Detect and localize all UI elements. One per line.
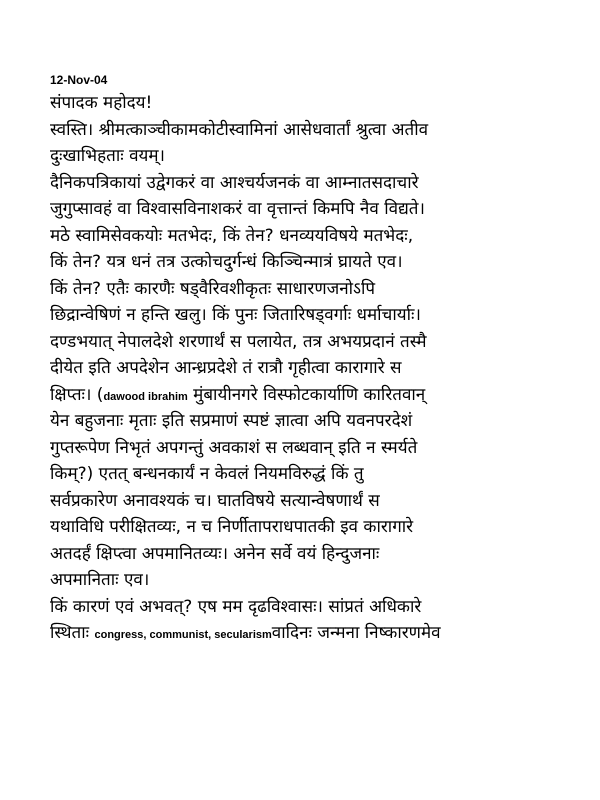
text-segment: क्षिप्तः। (	[50, 384, 104, 405]
text-line	[50, 488, 580, 515]
text-segment: गुप्तरूपेण निभृतं अपगन्तुं अवकाशं स लब्धवान् इति न स्मर्यते	[50, 437, 418, 458]
text-line	[50, 435, 580, 462]
text-segment: अपमानिताः एव।	[50, 570, 150, 590]
text-line	[50, 90, 580, 117]
text-line	[50, 355, 580, 382]
text-segment: स्थिताः	[50, 623, 95, 643]
text-segment: वादिनः जन्मना निष्कारणमेव	[271, 623, 441, 643]
text-line	[50, 541, 580, 568]
text-line	[50, 620, 580, 647]
text-line	[50, 382, 580, 409]
text-segment: सर्वप्रकारेण अनावश्यकं च। घातविषये सत्यान्वेषणार्थं स	[50, 490, 380, 511]
text-line	[50, 461, 580, 488]
text-line	[50, 329, 580, 356]
text-line	[50, 196, 580, 223]
text-line	[50, 276, 580, 303]
letter-body	[50, 90, 580, 647]
letter-date: 12-Nov-04	[50, 73, 108, 87]
text-segment: मुंबायीनगरे विस्फोटकार्याणि कारितवान्	[187, 384, 426, 405]
text-line	[50, 143, 580, 170]
latin-text-segment: dawood ibrahim	[103, 390, 188, 403]
text-segment: अतदर्हं क्षिप्त्वा अपमानितव्यः। अनेन सर्वे वयं हिन्दुजनाः	[50, 543, 380, 564]
text-segment: यथाविधि परीक्षितव्यः, न च निर्णीतापराधपातकी इव कारागारे	[50, 517, 414, 537]
text-segment: किं तेन? यत्र धनं तत्र उत्कोचदुर्गन्धं किञ्चिन्मात्रं घ्रायते एव।	[50, 252, 403, 272]
text-segment: किं तेन? एतैः कारणैः षड्वैरिवशीकृतः साधारणजनोऽपि	[50, 278, 376, 299]
text-line	[50, 117, 580, 144]
text-segment: दीयेत इति अपदेशेन आन्ध्रप्रदेशे तं रात्रौ गृहीत्वा कारागारे स	[50, 358, 402, 378]
text-segment: संपादक महोदय!	[50, 93, 153, 113]
text-segment: छिद्रान्वेषिणं न हन्ति खलु। किं पुनः जितारिषड्वर्गाः धर्माचार्याः।	[50, 305, 421, 325]
text-line	[50, 249, 580, 276]
text-segment: किं कारणं एवं अभवत्? एष मम दृढविश्वासः। सांप्रतं अधिकारे	[50, 596, 422, 617]
text-segment: दैनिकपत्रिकायां उद्वेगकरं वा आश्चर्यजनकं वा आम्नातसदाचारे	[50, 172, 419, 193]
latin-text-segment: congress, communist, secularism	[94, 629, 272, 641]
text-segment: दण्डभयात् नेपालदेशे शरणार्थं स पलायेत, तत्र अभयप्रदानं तस्मै	[50, 331, 427, 352]
text-line	[50, 408, 580, 435]
text-line	[50, 567, 580, 594]
text-line	[50, 594, 580, 621]
text-segment: किम्?) एतत् बन्धनकार्यं न केवलं नियमविरुद्धं किं तु	[50, 464, 364, 484]
text-line	[50, 223, 580, 250]
letter-page	[50, 72, 580, 647]
text-line	[50, 514, 580, 541]
text-line	[50, 302, 580, 329]
text-segment: मठे स्वामिसेवकयोः मतभेदः, किं तेन? धनव्ययविषये मतभेदः,	[50, 225, 414, 246]
text-line	[50, 170, 580, 197]
text-segment: जुगुप्सावहं वा विश्वासविनाशकरं वा वृत्तान्तं किमपि नैव विद्यते।	[50, 199, 425, 219]
text-segment: स्वस्ति। श्रीमत्काञ्चीकामकोटीस्वामिनां आसेधवार्तां श्रुत्वा अतीव	[50, 119, 429, 140]
text-segment: येन बहुजनाः मृताः इति सप्रमाणं स्पष्टं ज्ञात्वा अपि यवनपरदेशं	[50, 411, 413, 431]
text-segment: दुःखाभिहताः वयम्।	[50, 146, 166, 166]
